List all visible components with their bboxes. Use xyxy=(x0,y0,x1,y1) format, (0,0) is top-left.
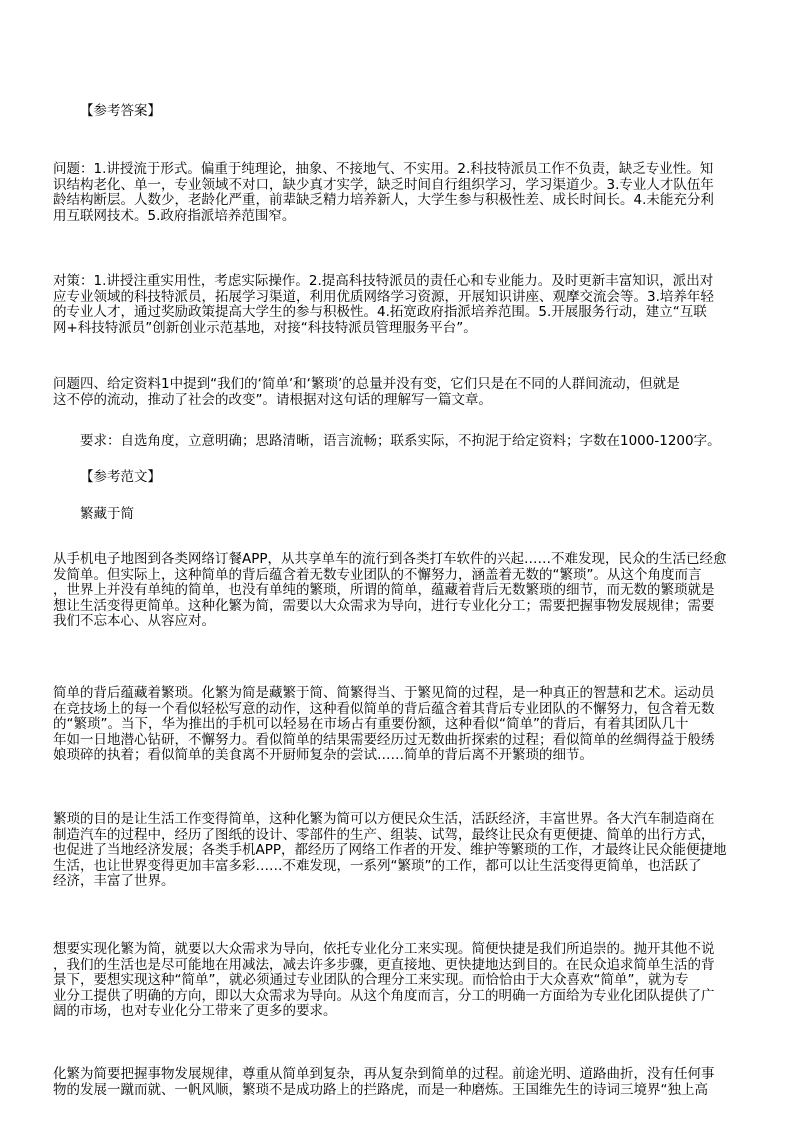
text-line: 阔的市场，也对专业化分工带来了更多的要求。 xyxy=(53,1003,337,1019)
countermeasures-paragraph xyxy=(53,274,714,336)
text-line: 化繁为简要把握事物发展规律，尊重从简单到复杂，再从复杂到简单的过程。前途光明、道路曲折，没有任何事 xyxy=(53,1066,715,1082)
text-line: ，世界上并没有单纯的简单，也没有单纯的繁琐，所谓的简单，蕴藏着背后无数繁琐的细节，而无数的繁琐就是 xyxy=(53,582,715,598)
text-line: 从手机电子地图到各类网络订餐APP，从共享单车的流行到各类打车软件的兴起……不难发现，民众的生活已经愈 xyxy=(53,551,727,567)
text-line: 年如一日地潜心钻研，不懈努力。看似简单的结果需要经历过无数曲折探索的过程；看似简单的丝绸得益于般绣 xyxy=(53,731,715,748)
heading-text: 【参考范文】 xyxy=(80,469,161,485)
text-line: 这不停的流动，推动了社会的改变”。请根据对这句话的理解写一篇文章。 xyxy=(53,391,492,408)
text-line: 的专业人才，通过奖励政策提高大学生的参与积极性。4.拓宽政府指派培养范围。5.开展服务行动，建立“互联 xyxy=(53,304,707,320)
answer-heading xyxy=(80,104,161,120)
problems-paragraph xyxy=(53,162,714,224)
text-line: ，我们的生活也是尽可能地在用减法，减去许多步骤，更直接地、更快捷地达到目的。在民众追求简单生活的背 xyxy=(53,956,715,973)
heading-text: 【参考答案】 xyxy=(80,103,161,119)
question4-paragraph xyxy=(53,377,680,408)
text-line: 发简单。但实际上，这种简单的背后蕴含着无数专业团队的不懈努力，涵盖着无数的“繁琐”。从这个角度而言 xyxy=(53,566,702,583)
text-line: 想要实现化繁为简，就要以大众需求为导向，依托专业化分工来实现。简便快捷是我们所追崇的。抛开其他不说 xyxy=(53,941,715,957)
sample-heading xyxy=(80,470,161,486)
essay-paragraph-5 xyxy=(53,1067,715,1098)
text-line: 网+科技特派员”创新创业示范基地，对接“科技特派员管理服务平台”。 xyxy=(53,319,477,336)
essay-paragraph-4 xyxy=(53,942,715,1020)
text-line: 物的发展一蹴而就、一帆风顺，繁琐不是成功路上的拦路虎，而是一种磨炼。王国维先生的诗词三境界“独上高 xyxy=(53,1081,708,1098)
requirement-paragraph xyxy=(80,434,721,450)
essay-paragraph-2 xyxy=(53,686,715,764)
essay-paragraph-1 xyxy=(53,552,727,630)
text-line: 问题：1.讲授流于形式。偏重于纯理论，抽象、不接地气、不实用。2.科技特派员工作不负责，缺乏专业性。知 xyxy=(53,161,714,177)
text-line: 对策：1.讲授注重实用性，考虑实际操作。2.提高科技特派员的责任心和专业能力。及时更新丰富知识，派出对 xyxy=(53,273,714,289)
text-line: 制造汽车的过程中，经历了图纸的设计、零部件的生产、组装、试驾，最终让民众有更便捷、简单的出行方式， xyxy=(53,826,715,843)
text-line: 景下，要想实现这种“简单”，就必须通过专业团队的合理分工来实现。而恰恰由于大众喜欢“简单”，就为专 xyxy=(53,972,689,988)
essay-title xyxy=(80,507,134,523)
text-line: 业分工提供了明确的方向，即以大众需求为导向。从这个角度而言，分工的明确一方面给为专业化团队提供了广 xyxy=(53,987,715,1004)
essay-paragraph-3 xyxy=(53,812,727,890)
text-line: 应专业领域的科技特派员，拓展学习渠道，利用优质网络学习资源，开展知识讲座、观摩交流会等。3.培养年轻 xyxy=(53,288,714,305)
text-line: 繁琐的目的是让生活工作变得简单，这种化繁为简可以方便民众生活，活跃经济，丰富世界。各大汽车制造商在 xyxy=(53,811,715,827)
requirement-text: 要求：自选角度，立意明确；思路清晰，语言流畅；联系实际，不拘泥于给定资料；字数在1000-1200字。 xyxy=(80,433,721,449)
text-line: 生活，也让世界变得更加丰富多彩……不难发现，一系列“繁琐”的工作，都可以让生活变得更简单，也活跃了 xyxy=(53,857,702,874)
text-line: 也促进了当地经济发展；各类手机APP，都经历了网络工作者的开发、维护等繁琐的工作，才最终让民众能便捷地 xyxy=(53,842,727,858)
text-line: 娘琐碎的执着；看似简单的美食离不开厨师复杂的尝试……简单的背后离不开繁琐的细节。 xyxy=(53,747,593,763)
text-line: 简单的背后蕴藏着繁琐。化繁为简是藏繁于简、简繁得当、于繁见简的过程，是一种真正的智慧和艺术。运动员 xyxy=(53,685,715,701)
text-line: 的“繁琐”。当下，华为推出的手机可以轻易在市场占有重要份额，这种看似“简单”的背后，有着其团队几十 xyxy=(53,716,689,732)
text-line: 问题四、给定资料1中提到“我们的‘简单’和‘繁琐’的总量并没有变，它们只是在不同的人群间流动，但就是 xyxy=(53,376,680,392)
title-text: 繁藏于简 xyxy=(80,506,134,522)
text-line: 用互联网技术。5.政府指派培养范围窄。 xyxy=(53,207,296,224)
text-line: 龄结构断层。人数少，老龄化严重，前辈缺乏精力培养新人，大学生参与积极性差、成长时间长。4.未能充分利 xyxy=(53,192,714,208)
text-line: 我们不忘本心、从容应对。 xyxy=(53,613,215,629)
text-line: 经济，丰富了世界。 xyxy=(53,873,175,889)
text-line: 在竞技场上的每一个看似轻松写意的动作，这种看似简单的背后蕴含着其背后专业团队的不懈努力，包含着无数 xyxy=(53,700,715,717)
text-line: 想让生活变得更简单。这种化繁为简，需要以大众需求为导向，进行专业化分工；需要把握事物发展规律；需要 xyxy=(53,597,715,614)
text-line: 识结构老化、单一，专业领域不对口，缺少真才实学，缺乏时间自行组织学习，学习渠道少。3.专业人才队伍年 xyxy=(53,176,714,193)
